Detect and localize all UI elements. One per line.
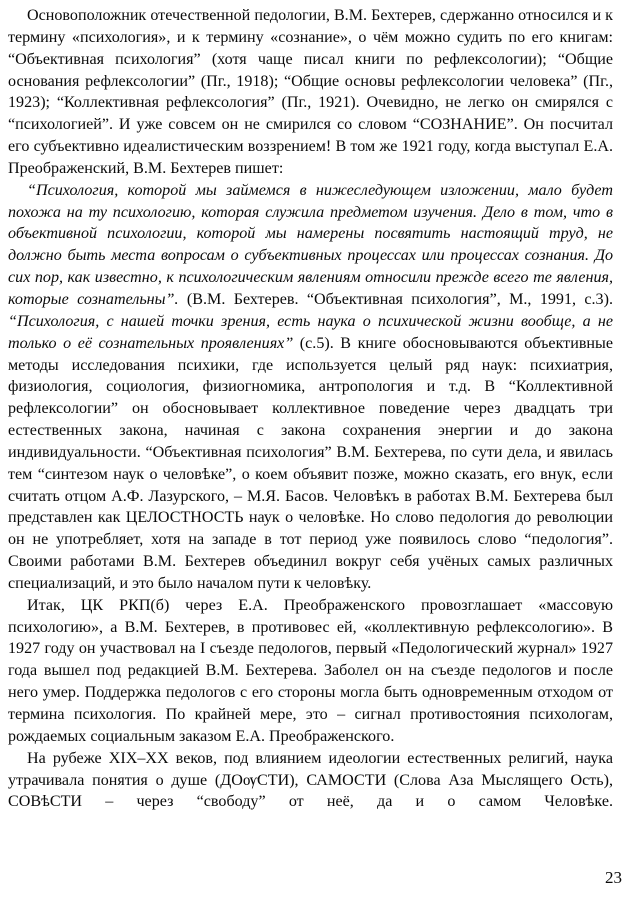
paragraph-2 [8, 180, 613, 595]
paragraph-3 [8, 595, 613, 748]
paragraph-4-text: На рубеже XIX–XX веков, под влиянием идеологии естественных религий, наука утрачивала понятия о душе (ДОѹСТИ), САМОСТИ (Слова Аза Мыслящего Ость), СОВѣСТИ – через “свободу” от неё, да и о самом Человѣке. [8, 749, 613, 811]
quote-objective-psychology: “Психология, которой мы займемся в нижеследующем изложении, мало будет похожа на ту психологию, которая служила предметом изучения. Дело в том, что в объективной психологии, которой мы намерены посвятить настоящий труд, не должно быть места вопросам о субъективных процессах или процессах сознания. До сих пор, как известно, к психологическим явлениям относили прежде всего те явления, которые сознательны”. [8, 181, 613, 308]
paragraph-2-text: (с.5). В книге обосновываются объективные методы исследования психики, где используется целый ряд наук: психиатрия, физиология, социология, физиогномика, антропология и т.д. В “Коллективной рефлексологии” он обосновывает коллективное поведение через двадцать три естественных закона, начиная с закона сохранения энергии и до закона индивидуальности. “Объективная психология” В.М. Бехтерева, по сути дела, и явилась тем “синтезом наук о человѣке”, о коем объявит позже, можно сказать, его внук, если считать отцом А.Ф. Лазурского, – М.Я. Басов. Человѣкъ в работах В.М. Бехтерева был представлен как ЦЕЛОСТНОСТЬ наук о человѣке. Но слово педология до революции он не употребляет, хотя на западе в тот период уже появилось слово “педология”. Своими работами В.М. Бехтерев объединил вокруг себя учёных самых различных специализаций, и это было началом пути к человѣку. [8, 334, 613, 592]
citation-text: (В.М. Бехтерев. “Объективная психология”, М., 1991, с.3). [178, 290, 613, 308]
paragraph-4 [8, 748, 613, 814]
paragraph-1-text: Основоположник отечественной педологии, В.М. Бехтерев, сдержанно относился и к термину «психология», и к термину «сознание», о чём можно судить по его книгам: “Объективная психология” (хотя чаще писал книги по рефлексологии); “Общие основания рефлексологии” (Пг., 1918); “Общие основы рефлексологии человека” (Пг., 1923); “Коллективная рефлексология” (Пг., 1921). Очевидно, не легко он смирялся с “психологией”. И уже совсем он не смирился со словом “СОЗНАНИЕ”. Он посчитал его субъективно идеалистическим воззрением! В том же 1921 году, когда выступал Е.А. Преображенский, В.М. Бехтерев пишет: [8, 7, 613, 177]
paragraph-1 [8, 5, 613, 180]
page-number: 23 [605, 868, 622, 887]
paragraph-3-text: Итак, ЦК РКП(б) через Е.А. Преображенского провозглашает «массовую психологию», а В.М. Бехтерев, в противовес ей, «коллективную рефлексологию». В 1927 году он участвовал на I съезде педологов, первый «Педологический журнал» 1927 года вышел под редакцией В.М. Бехтерева. Заболел он на съезде педологов и после него умер. Поддержка педологов с его стороны могла быть одновременным отходом от термина психология. По крайней мере, это – сигнал противостояния психологам, рождаемых социальным заказом Е.А. Преображенского. [8, 596, 613, 745]
body-text [8, 5, 613, 813]
quote-psychology-definition: “Психология, с нашей точки зрения, есть наука о психической жизни вообще, а не только о её сознательных проявлениях” [8, 312, 613, 352]
